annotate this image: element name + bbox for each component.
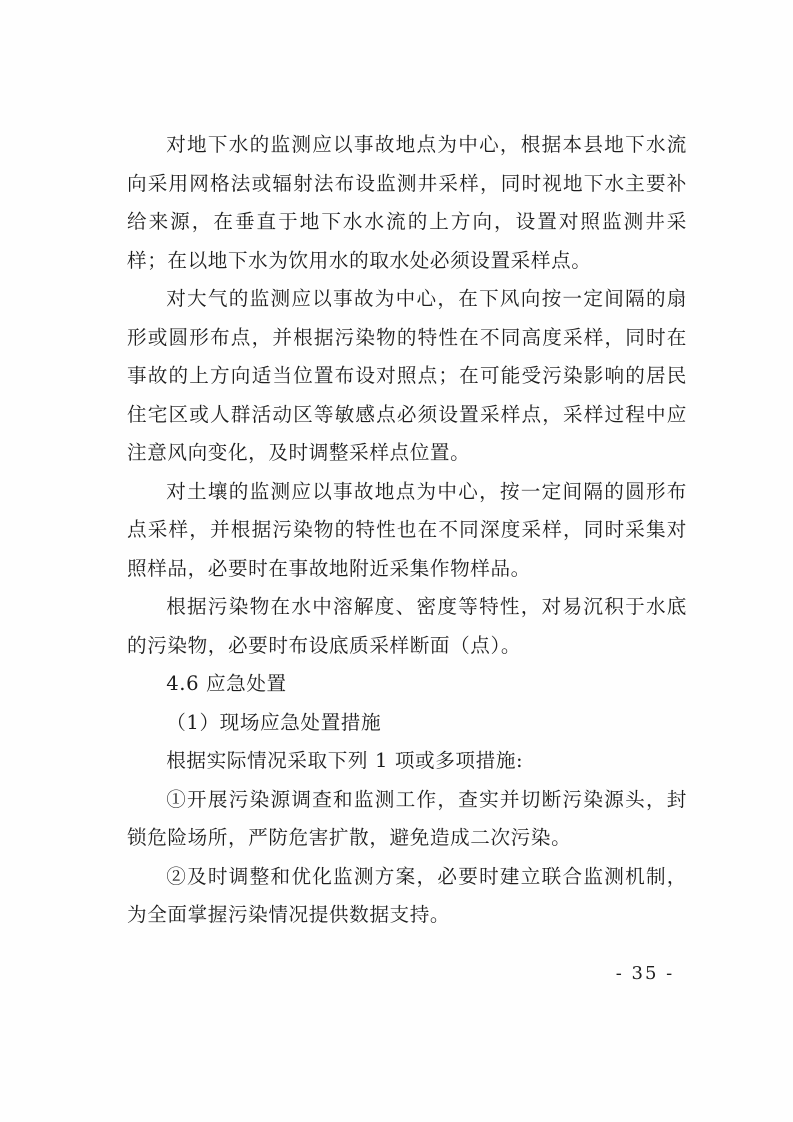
measure-item-2: ②及时调整和优化监测方案，必要时建立联合监测机制，为全面掌握污染情况提供数据支持。 [127,864,687,926]
measures-intro: 根据实际情况采取下列 1 项或多项措施: [166,749,524,772]
section-heading: 4.6 应急处置 [166,672,287,695]
paragraph-groundwater-monitoring: 对地下水的监测应以事故地点为中心，根据本县地下水流向采用网格法或辐射法布设监测井采样，同时视地下水主要补给来源，在垂直于地下水水流的上方向，设置对照监测井采样；在以地下水为饮用水的取水处必须设置采样点。 [127,133,687,272]
paragraph-sediment-monitoring: 根据污染物在水中溶解度、密度等特性，对易沉积于水底的污染物，必要时布设底质采样断面（点）。 [127,595,687,657]
paragraph-soil-monitoring: 对土壤的监测应以事故地点为中心，按一定间隔的圆形布点采样，并根据污染物的特性也在不同深度采样，同时采集对照样品，必要时在事故地附近采集作物样品。 [127,479,687,580]
paragraph-air-monitoring: 对大气的监测应以事故为中心，在下风向按一定间隔的扇形或圆形布点，并根据污染物的特性在不同高度采样，同时在事故的上方向适当位置布设对照点；在可能受污染影响的居民住宅区或人群活动区等敏感点必须设置采样点，采样过程中应注意风向变化，及时调整采样点位置。 [127,287,687,464]
page-number: - 35 - [615,963,675,984]
measure-item-1: ①开展污染源调查和监测工作，查实并切断污染源头，封锁危险场所，严防危害扩散，避免造成二次污染。 [127,787,687,849]
document-body [127,126,687,935]
subsection-heading: （1）现场应急处置措施 [166,710,382,734]
